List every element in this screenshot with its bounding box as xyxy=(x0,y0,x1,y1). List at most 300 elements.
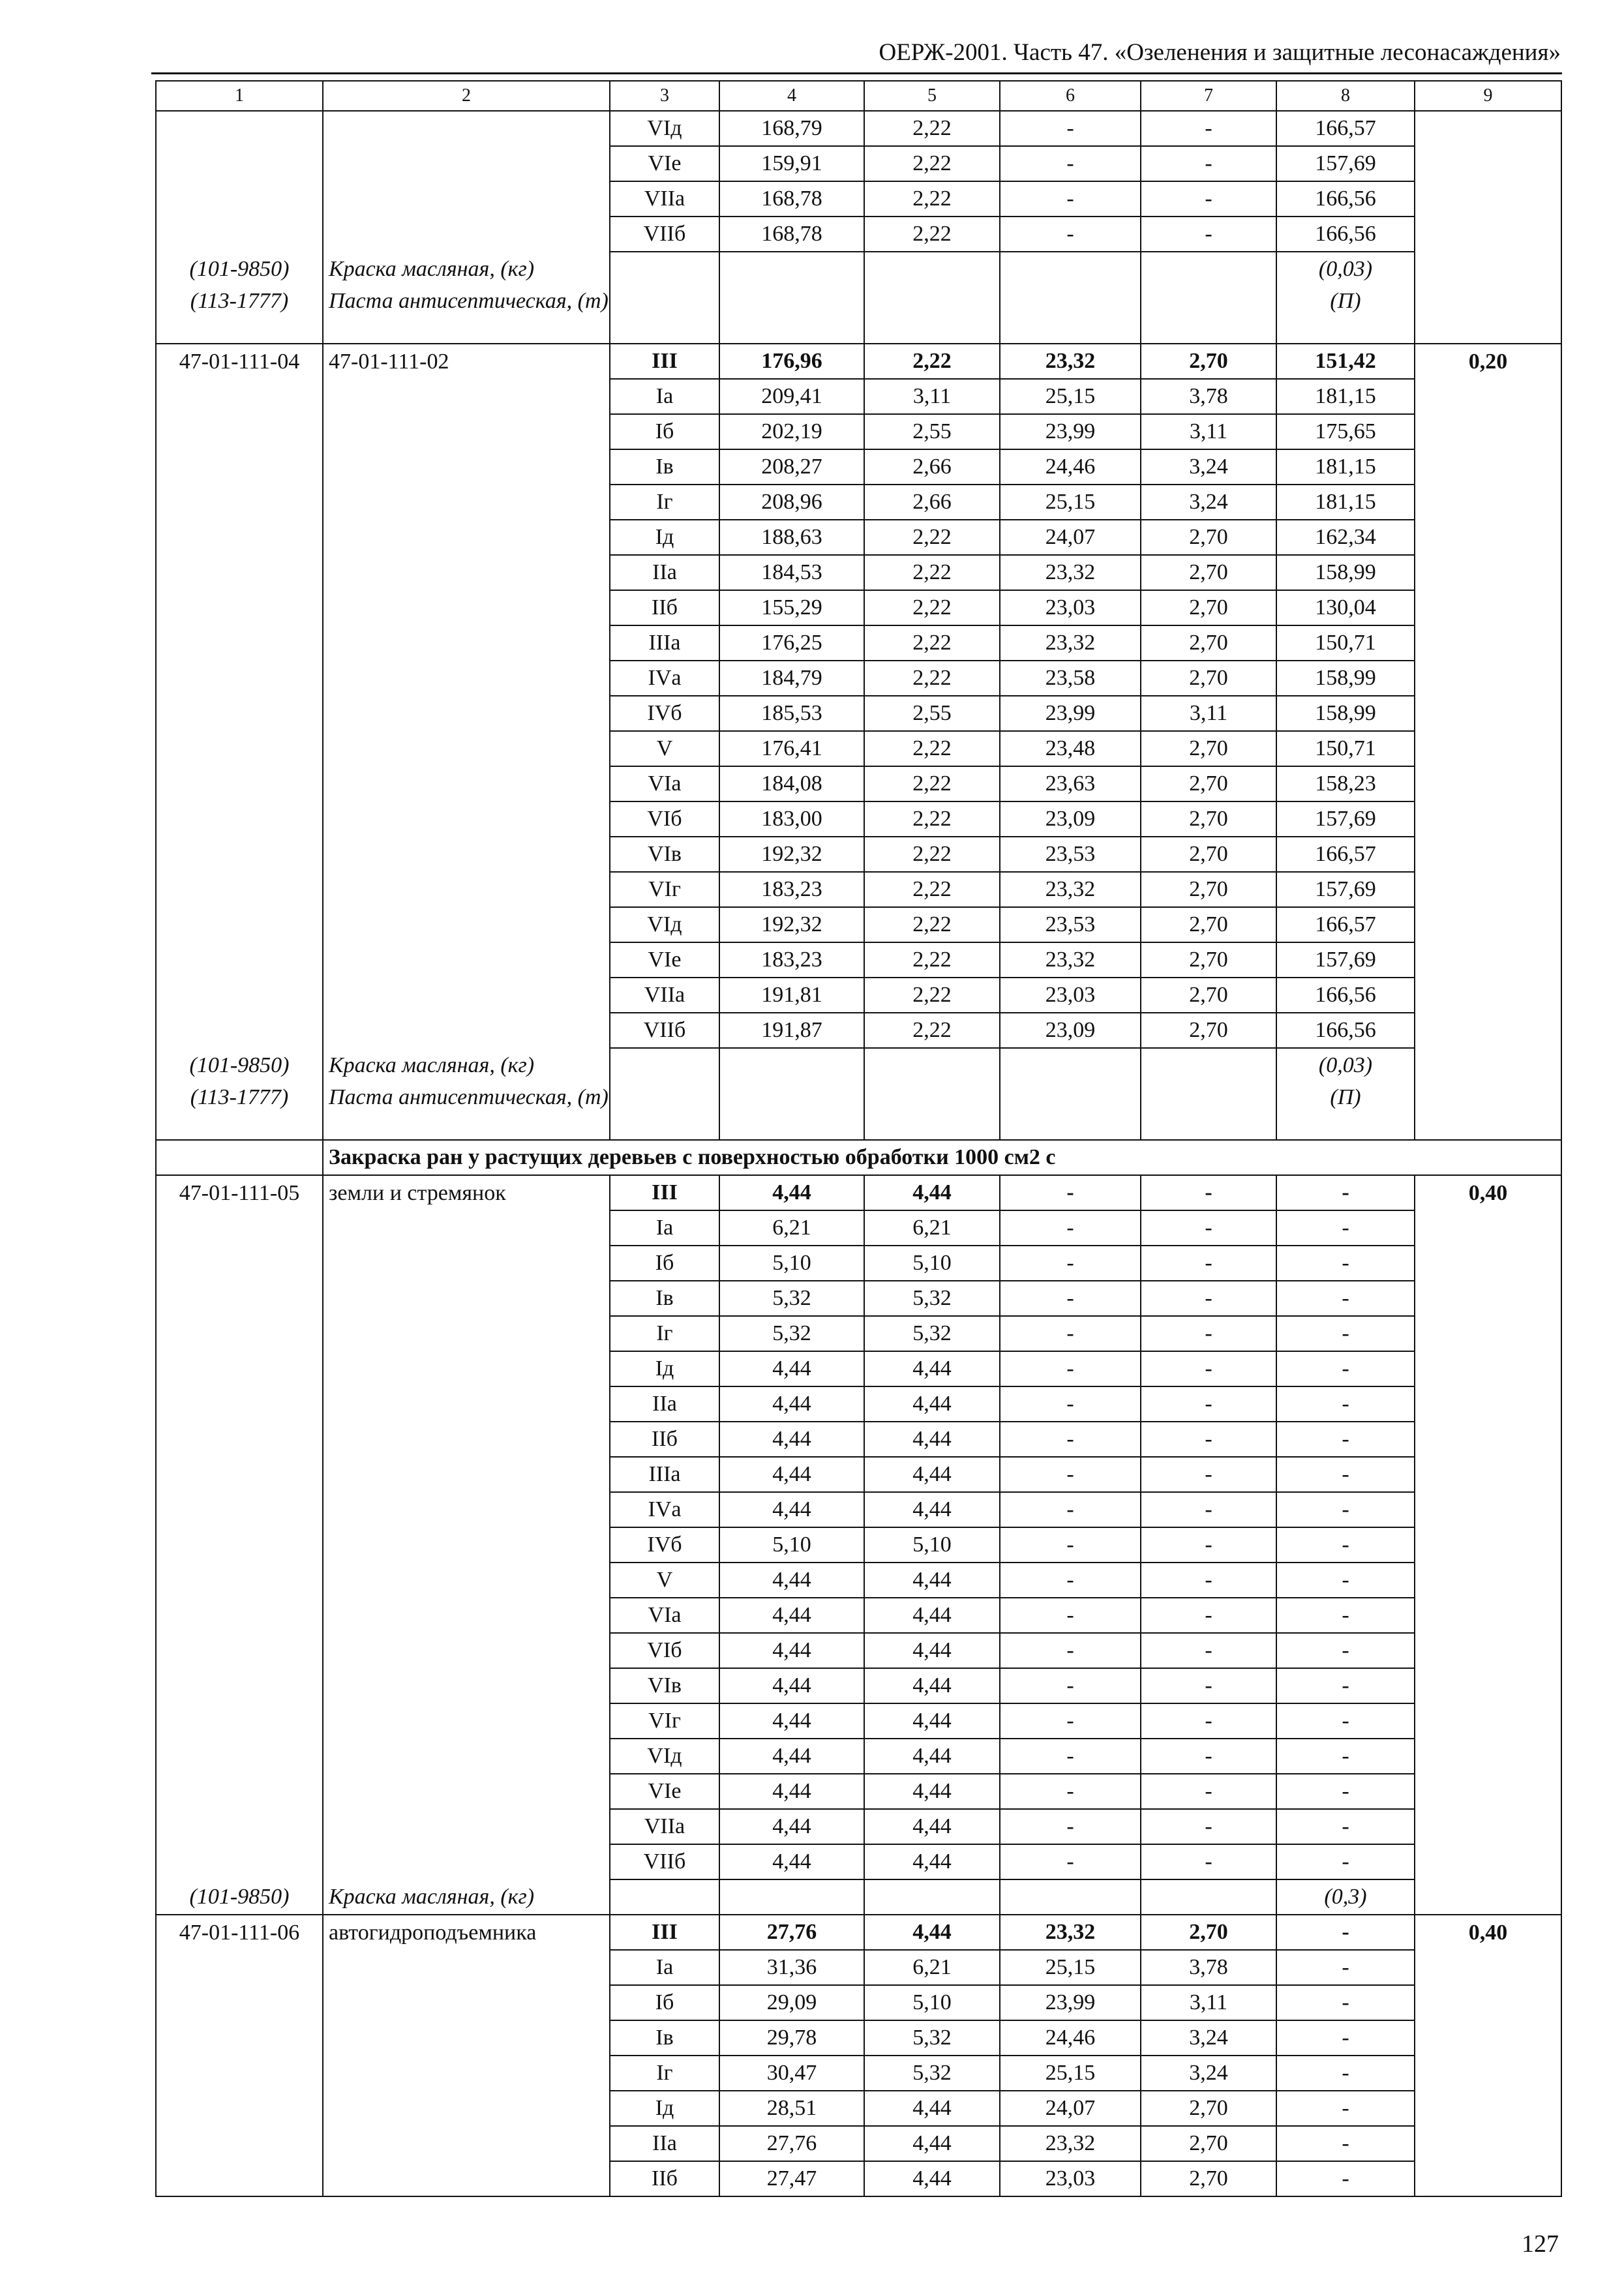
column-number: 3 xyxy=(610,81,719,111)
machine-cost-cell: - xyxy=(1000,1668,1141,1703)
material-cost-cell: - xyxy=(1276,1809,1415,1844)
machine-cost-cell: 24,46 xyxy=(1000,2020,1141,2056)
zone-cell: III xyxy=(610,1175,719,1210)
zone-cell: VIг xyxy=(610,872,719,907)
factor-cell xyxy=(1415,872,1561,907)
name-cell: автогидроподъемника xyxy=(323,1915,610,1950)
table-row xyxy=(156,1457,1561,1492)
factor-cell xyxy=(1415,590,1561,625)
total-cost-cell: 208,27 xyxy=(719,449,864,485)
material-value: (П) xyxy=(1276,1083,1415,1140)
table-row xyxy=(156,1386,1561,1422)
total-cost-cell: 4,44 xyxy=(719,1668,864,1703)
rates-table xyxy=(155,80,1562,2197)
material-name: Паста антисептическая, (т) xyxy=(323,1083,610,1140)
name-cell xyxy=(323,1563,610,1598)
total-cost-cell: 4,44 xyxy=(719,1809,864,1844)
code-cell xyxy=(156,1598,323,1633)
table-row xyxy=(156,485,1561,520)
labor-cost-cell: 2,22 xyxy=(864,801,1000,837)
factor-cell xyxy=(1415,1563,1561,1598)
total-cost-cell: 188,63 xyxy=(719,520,864,555)
material-cost-cell: - xyxy=(1276,2056,1415,2091)
operator-cost-cell: 2,70 xyxy=(1141,2161,1276,2196)
machine-cost-cell: 23,32 xyxy=(1000,1915,1141,1950)
table-row xyxy=(156,1246,1561,1281)
zone-cell: Iв xyxy=(610,2020,719,2056)
table-row xyxy=(156,872,1561,907)
empty-cell xyxy=(719,286,864,344)
machine-cost-cell: - xyxy=(1000,1739,1141,1774)
labor-cost-cell: 2,22 xyxy=(864,661,1000,696)
zone-cell: VIд xyxy=(610,907,719,942)
empty-cell xyxy=(719,1048,864,1083)
machine-cost-cell: - xyxy=(1000,1281,1141,1316)
code-cell xyxy=(156,2020,323,2056)
table-row xyxy=(156,1563,1561,1598)
factor-cell xyxy=(1415,1703,1561,1739)
code-cell xyxy=(156,181,323,217)
factor-cell: 0,40 xyxy=(1415,1175,1561,1210)
name-cell xyxy=(323,907,610,942)
name-cell xyxy=(323,1703,610,1739)
material-code: (101-9850) xyxy=(156,1879,323,1915)
code-cell: 47-01-111-06 xyxy=(156,1915,323,1950)
total-cost-cell: 155,29 xyxy=(719,590,864,625)
name-cell xyxy=(323,731,610,766)
zone-cell: Iг xyxy=(610,1316,719,1351)
name-cell xyxy=(323,2020,610,2056)
material-cost-cell: - xyxy=(1276,1210,1415,1246)
code-cell xyxy=(156,1985,323,2020)
code-cell xyxy=(156,1633,323,1668)
code-cell xyxy=(156,1386,323,1422)
operator-cost-cell: - xyxy=(1141,1703,1276,1739)
machine-cost-cell: 24,46 xyxy=(1000,449,1141,485)
labor-cost-cell: 2,55 xyxy=(864,414,1000,449)
factor-cell xyxy=(1415,978,1561,1013)
name-cell xyxy=(323,485,610,520)
name-cell xyxy=(323,1422,610,1457)
machine-cost-cell: 23,32 xyxy=(1000,625,1141,661)
machine-cost-cell: 25,15 xyxy=(1000,485,1141,520)
labor-cost-cell: 4,44 xyxy=(864,1915,1000,1950)
operator-cost-cell: - xyxy=(1141,1563,1276,1598)
material-cost-cell: 181,15 xyxy=(1276,379,1415,414)
material-cost-cell: - xyxy=(1276,1457,1415,1492)
table-row xyxy=(156,555,1561,590)
zone-cell: IVб xyxy=(610,696,719,731)
total-cost-cell: 185,53 xyxy=(719,696,864,731)
material-row xyxy=(156,1048,1561,1083)
machine-cost-cell: - xyxy=(1000,1210,1141,1246)
operator-cost-cell: 3,24 xyxy=(1141,2020,1276,2056)
empty-cell xyxy=(864,252,1000,286)
code-cell xyxy=(156,1527,323,1563)
zone-cell: VIд xyxy=(610,1739,719,1774)
total-cost-cell: 202,19 xyxy=(719,414,864,449)
operator-cost-cell: 2,70 xyxy=(1141,942,1276,978)
table-row xyxy=(156,111,1561,146)
empty-cell xyxy=(610,1048,719,1083)
factor-cell xyxy=(1415,217,1561,252)
material-cost-cell: 166,56 xyxy=(1276,1013,1415,1048)
factor-cell xyxy=(1415,2056,1561,2091)
material-cost-cell: - xyxy=(1276,1281,1415,1316)
table-row xyxy=(156,625,1561,661)
machine-cost-cell: 23,32 xyxy=(1000,872,1141,907)
total-cost-cell: 183,23 xyxy=(719,942,864,978)
operator-cost-cell: 2,70 xyxy=(1141,837,1276,872)
empty-cell xyxy=(1000,1048,1141,1083)
material-cost-cell: - xyxy=(1276,1563,1415,1598)
total-cost-cell: 4,44 xyxy=(719,1386,864,1422)
labor-cost-cell: 5,10 xyxy=(864,1246,1000,1281)
table-row xyxy=(156,520,1561,555)
code-cell xyxy=(156,801,323,837)
material-cost-cell: - xyxy=(1276,1703,1415,1739)
material-cost-cell: - xyxy=(1276,1915,1415,1950)
material-cost-cell: 157,69 xyxy=(1276,942,1415,978)
code-cell xyxy=(156,1492,323,1527)
operator-cost-cell: 2,70 xyxy=(1141,978,1276,1013)
labor-cost-cell: 4,44 xyxy=(864,1774,1000,1809)
material-cost-cell: 166,56 xyxy=(1276,181,1415,217)
material-cost-cell: - xyxy=(1276,1492,1415,1527)
zone-cell: VIг xyxy=(610,1703,719,1739)
table-row xyxy=(156,2161,1561,2196)
column-number: 7 xyxy=(1141,81,1276,111)
operator-cost-cell: 2,70 xyxy=(1141,801,1276,837)
operator-cost-cell: - xyxy=(1141,1809,1276,1844)
empty-cell xyxy=(1000,252,1141,286)
factor-cell xyxy=(1415,1246,1561,1281)
zone-cell: Iд xyxy=(610,2091,719,2126)
column-number-row xyxy=(156,81,1561,111)
factor-cell xyxy=(1415,2020,1561,2056)
labor-cost-cell: 2,55 xyxy=(864,696,1000,731)
code-cell xyxy=(156,414,323,449)
operator-cost-cell: 2,70 xyxy=(1141,590,1276,625)
material-code: (101-9850) xyxy=(156,252,323,286)
name-cell xyxy=(323,1246,610,1281)
operator-cost-cell: 2,70 xyxy=(1141,555,1276,590)
material-cost-cell: - xyxy=(1276,2091,1415,2126)
name-cell xyxy=(323,379,610,414)
name-cell xyxy=(323,1774,610,1809)
name-cell xyxy=(323,625,610,661)
total-cost-cell: 4,44 xyxy=(719,1457,864,1492)
total-cost-cell: 4,44 xyxy=(719,1739,864,1774)
empty-cell xyxy=(864,1083,1000,1140)
section-heading: Закраска ран у растущих деревьев с поверхностью обработки 1000 см2 с xyxy=(323,1140,1561,1175)
material-cost-cell: - xyxy=(1276,1739,1415,1774)
labor-cost-cell: 2,22 xyxy=(864,625,1000,661)
total-cost-cell: 4,44 xyxy=(719,1703,864,1739)
factor-cell xyxy=(1415,485,1561,520)
factor-cell xyxy=(1415,1210,1561,1246)
total-cost-cell: 27,76 xyxy=(719,1915,864,1950)
material-row xyxy=(156,252,1561,286)
total-cost-cell: 183,00 xyxy=(719,801,864,837)
factor-cell xyxy=(1415,2126,1561,2161)
total-cost-cell: 4,44 xyxy=(719,1563,864,1598)
section-heading-row xyxy=(156,1140,1561,1175)
table-row xyxy=(156,1633,1561,1668)
empty-cell xyxy=(610,1879,719,1915)
factor-cell xyxy=(1415,837,1561,872)
labor-cost-cell: 2,22 xyxy=(864,942,1000,978)
factor-cell xyxy=(1415,379,1561,414)
material-cost-cell: 157,69 xyxy=(1276,146,1415,181)
name-cell xyxy=(323,1527,610,1563)
machine-cost-cell: 23,48 xyxy=(1000,731,1141,766)
code-cell xyxy=(156,146,323,181)
material-cost-cell: 162,34 xyxy=(1276,520,1415,555)
factor-cell xyxy=(1415,1351,1561,1386)
operator-cost-cell: 2,70 xyxy=(1141,661,1276,696)
factor-cell xyxy=(1415,1316,1561,1351)
labor-cost-cell: 2,22 xyxy=(864,872,1000,907)
zone-cell: III xyxy=(610,344,719,379)
material-row xyxy=(156,286,1561,344)
zone-cell: V xyxy=(610,731,719,766)
operator-cost-cell: - xyxy=(1141,1527,1276,1563)
total-cost-cell: 27,76 xyxy=(719,2126,864,2161)
machine-cost-cell: 23,99 xyxy=(1000,696,1141,731)
code-cell xyxy=(156,942,323,978)
material-cost-cell: 166,56 xyxy=(1276,217,1415,252)
name-cell: земли и стремянок xyxy=(323,1175,610,1210)
labor-cost-cell: 5,32 xyxy=(864,2020,1000,2056)
name-cell xyxy=(323,2126,610,2161)
labor-cost-cell: 2,22 xyxy=(864,837,1000,872)
name-cell xyxy=(323,801,610,837)
total-cost-cell: 30,47 xyxy=(719,2056,864,2091)
table-row xyxy=(156,731,1561,766)
column-number: 4 xyxy=(719,81,864,111)
labor-cost-cell: 2,22 xyxy=(864,111,1000,146)
name-cell xyxy=(323,1598,610,1633)
material-cost-cell: - xyxy=(1276,1950,1415,1985)
name-cell xyxy=(323,2161,610,2196)
factor-cell xyxy=(1415,146,1561,181)
code-cell xyxy=(156,1316,323,1351)
empty-cell xyxy=(1141,1048,1276,1083)
factor-cell xyxy=(1415,731,1561,766)
code-cell xyxy=(156,485,323,520)
labor-cost-cell: 2,66 xyxy=(864,485,1000,520)
empty-cell xyxy=(610,286,719,344)
name-cell xyxy=(323,2056,610,2091)
material-cost-cell: - xyxy=(1276,2126,1415,2161)
page-number: 127 xyxy=(1522,2230,1559,2258)
zone-cell: IVа xyxy=(610,1492,719,1527)
factor-cell xyxy=(1415,111,1561,146)
zone-cell: VIб xyxy=(610,801,719,837)
machine-cost-cell: 23,03 xyxy=(1000,590,1141,625)
total-cost-cell: 4,44 xyxy=(719,1844,864,1879)
machine-cost-cell: 23,32 xyxy=(1000,2126,1141,2161)
factor-cell xyxy=(1415,1809,1561,1844)
labor-cost-cell: 4,44 xyxy=(864,2126,1000,2161)
code-cell xyxy=(156,2091,323,2126)
code-cell xyxy=(156,625,323,661)
factor-cell xyxy=(1415,1457,1561,1492)
labor-cost-cell: 2,22 xyxy=(864,1013,1000,1048)
name-cell xyxy=(323,1633,610,1668)
empty-cell xyxy=(156,1140,323,1175)
factor-cell xyxy=(1415,1950,1561,1985)
column-number: 5 xyxy=(864,81,1000,111)
material-value: (0,03) xyxy=(1276,252,1415,286)
zone-cell: IIIа xyxy=(610,625,719,661)
labor-cost-cell: 2,22 xyxy=(864,146,1000,181)
material-cost-cell: - xyxy=(1276,1985,1415,2020)
total-cost-cell: 4,44 xyxy=(719,1492,864,1527)
table-row xyxy=(156,978,1561,1013)
material-name: Паста антисептическая, (т) xyxy=(323,286,610,344)
code-cell xyxy=(156,2126,323,2161)
table-row xyxy=(156,1281,1561,1316)
zone-cell: Iв xyxy=(610,449,719,485)
material-cost-cell: - xyxy=(1276,1774,1415,1809)
machine-cost-cell: 23,09 xyxy=(1000,1013,1141,1048)
total-cost-cell: 208,96 xyxy=(719,485,864,520)
machine-cost-cell: 25,15 xyxy=(1000,2056,1141,2091)
operator-cost-cell: 2,70 xyxy=(1141,1915,1276,1950)
zone-cell: VIIа xyxy=(610,978,719,1013)
labor-cost-cell: 4,44 xyxy=(864,1492,1000,1527)
operator-cost-cell: 2,70 xyxy=(1141,344,1276,379)
operator-cost-cell: - xyxy=(1141,1598,1276,1633)
total-cost-cell: 168,78 xyxy=(719,181,864,217)
name-cell xyxy=(323,1492,610,1527)
factor-cell xyxy=(1415,907,1561,942)
name-cell xyxy=(323,766,610,801)
labor-cost-cell: 4,44 xyxy=(864,1351,1000,1386)
table-row xyxy=(156,1739,1561,1774)
factor-cell xyxy=(1415,696,1561,731)
factor-cell xyxy=(1415,661,1561,696)
name-cell xyxy=(323,1844,610,1879)
operator-cost-cell: 2,70 xyxy=(1141,872,1276,907)
machine-cost-cell: - xyxy=(1000,1809,1141,1844)
code-cell: 47-01-111-05 xyxy=(156,1175,323,1210)
factor-cell xyxy=(1415,1774,1561,1809)
zone-cell: VIIб xyxy=(610,217,719,252)
name-cell xyxy=(323,696,610,731)
machine-cost-cell: 25,15 xyxy=(1000,1950,1141,1985)
table-row xyxy=(156,1915,1561,1950)
empty-cell xyxy=(1415,1048,1561,1083)
total-cost-cell: 192,32 xyxy=(719,837,864,872)
factor-cell xyxy=(1415,1013,1561,1048)
name-cell xyxy=(323,942,610,978)
total-cost-cell: 184,79 xyxy=(719,661,864,696)
material-cost-cell: - xyxy=(1276,1386,1415,1422)
table-row xyxy=(156,1774,1561,1809)
code-cell xyxy=(156,1809,323,1844)
name-cell xyxy=(323,449,610,485)
machine-cost-cell: - xyxy=(1000,1527,1141,1563)
operator-cost-cell: 2,70 xyxy=(1141,907,1276,942)
empty-cell xyxy=(864,286,1000,344)
operator-cost-cell: - xyxy=(1141,1739,1276,1774)
labor-cost-cell: 4,44 xyxy=(864,1844,1000,1879)
labor-cost-cell: 2,22 xyxy=(864,217,1000,252)
operator-cost-cell: 3,11 xyxy=(1141,414,1276,449)
factor-cell xyxy=(1415,801,1561,837)
zone-cell: Iб xyxy=(610,414,719,449)
total-cost-cell: 27,47 xyxy=(719,2161,864,2196)
empty-cell xyxy=(1415,1879,1561,1915)
material-cost-cell: 166,56 xyxy=(1276,978,1415,1013)
table-row xyxy=(156,414,1561,449)
machine-cost-cell: - xyxy=(1000,181,1141,217)
factor-cell xyxy=(1415,555,1561,590)
table-row xyxy=(156,181,1561,217)
material-value: (0,03) xyxy=(1276,1048,1415,1083)
empty-cell xyxy=(719,252,864,286)
labor-cost-cell: 6,21 xyxy=(864,1210,1000,1246)
factor-cell xyxy=(1415,414,1561,449)
name-cell xyxy=(323,1809,610,1844)
material-code: (113-1777) xyxy=(156,286,323,344)
material-code: (113-1777) xyxy=(156,1083,323,1140)
table-row xyxy=(156,2020,1561,2056)
operator-cost-cell: - xyxy=(1141,1668,1276,1703)
factor-cell xyxy=(1415,1985,1561,2020)
operator-cost-cell: 3,78 xyxy=(1141,379,1276,414)
operator-cost-cell: - xyxy=(1141,1633,1276,1668)
labor-cost-cell: 2,22 xyxy=(864,181,1000,217)
zone-cell: VIIб xyxy=(610,1844,719,1879)
name-cell xyxy=(323,1351,610,1386)
labor-cost-cell: 2,22 xyxy=(864,590,1000,625)
zone-cell: IIб xyxy=(610,1422,719,1457)
table-row xyxy=(156,146,1561,181)
code-cell xyxy=(156,1774,323,1809)
table-row xyxy=(156,766,1561,801)
name-cell xyxy=(323,1386,610,1422)
table-row xyxy=(156,1422,1561,1457)
material-cost-cell: - xyxy=(1276,1844,1415,1879)
empty-cell xyxy=(1000,1083,1141,1140)
material-cost-cell: 158,99 xyxy=(1276,555,1415,590)
labor-cost-cell: 5,10 xyxy=(864,1527,1000,1563)
table-row xyxy=(156,1527,1561,1563)
factor-cell xyxy=(1415,625,1561,661)
labor-cost-cell: 4,44 xyxy=(864,1598,1000,1633)
machine-cost-cell: - xyxy=(1000,1246,1141,1281)
factor-cell xyxy=(1415,942,1561,978)
code-cell xyxy=(156,1703,323,1739)
table-row xyxy=(156,1703,1561,1739)
labor-cost-cell: 2,22 xyxy=(864,731,1000,766)
zone-cell: Iа xyxy=(610,1950,719,1985)
material-cost-cell: - xyxy=(1276,2161,1415,2196)
factor-cell xyxy=(1415,1527,1561,1563)
table-row xyxy=(156,837,1561,872)
code-cell xyxy=(156,2161,323,2196)
material-cost-cell: 166,57 xyxy=(1276,837,1415,872)
name-cell xyxy=(323,1985,610,2020)
operator-cost-cell: 3,24 xyxy=(1141,449,1276,485)
operator-cost-cell: - xyxy=(1141,1422,1276,1457)
machine-cost-cell: 23,03 xyxy=(1000,2161,1141,2196)
total-cost-cell: 191,87 xyxy=(719,1013,864,1048)
